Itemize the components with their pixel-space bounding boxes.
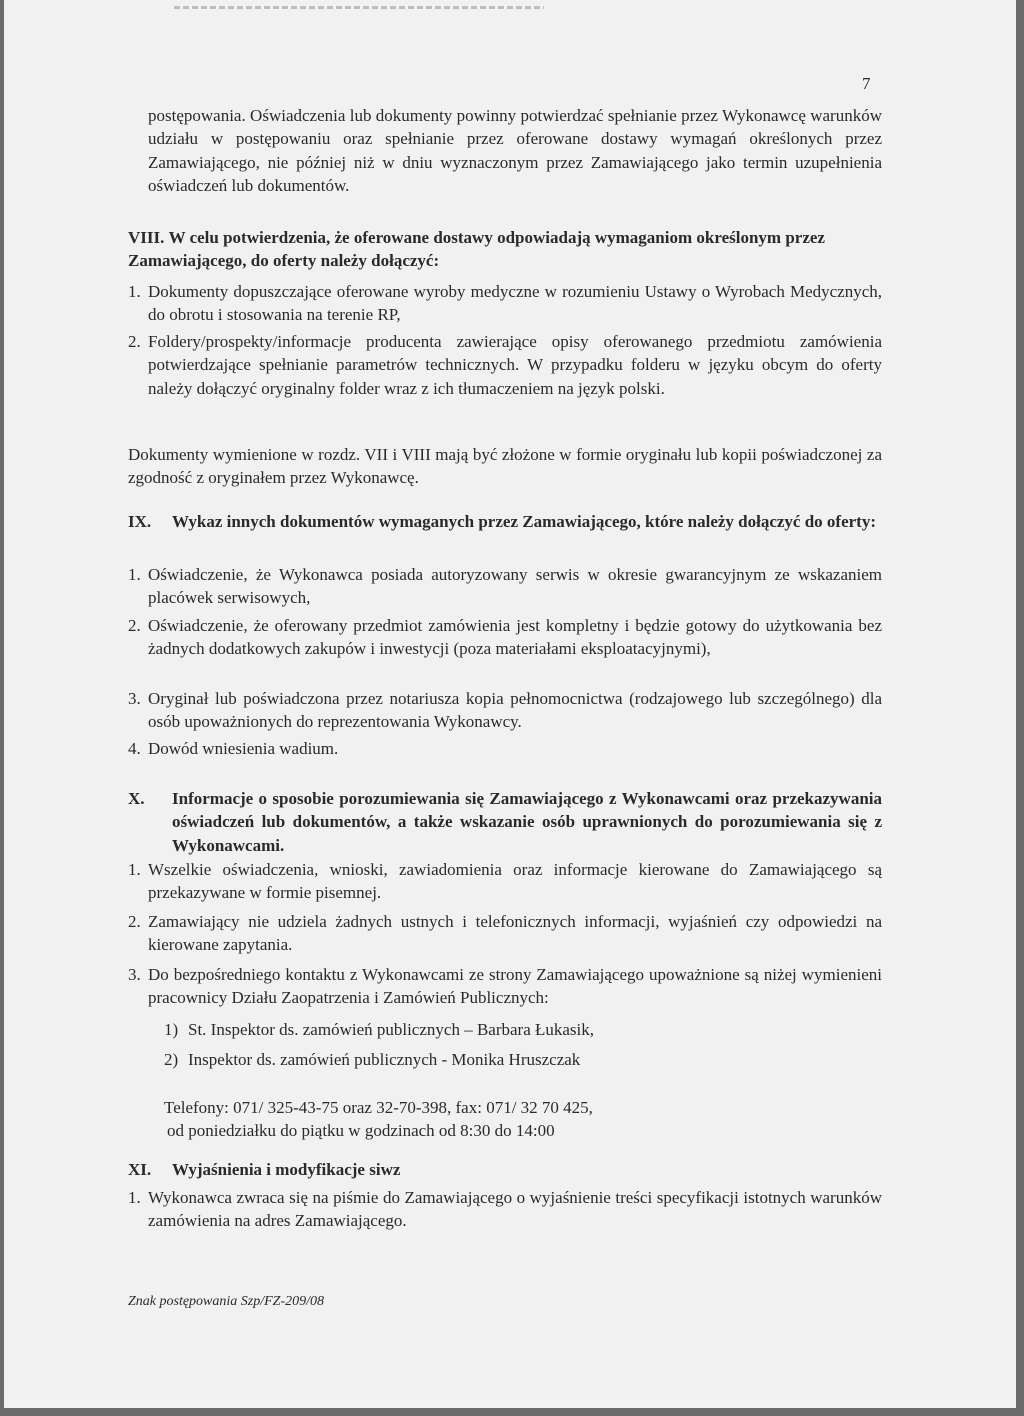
list-item	[128, 614, 882, 661]
list-item	[128, 1186, 882, 1233]
section-ix-heading	[128, 510, 882, 533]
section-title: W celu potwierdzenia, że oferowane dostawy odpowiadają wymaganiom określonym przez Zamawiającego, do oferty należy dołączyć:	[128, 228, 825, 271]
footer-reference: Znak postępowania Szp/FZ-209/08	[128, 1294, 325, 1309]
list-item	[128, 963, 882, 1010]
item-number: 2.	[128, 332, 141, 351]
item-number: 1.	[128, 860, 141, 879]
item-text: Foldery/prospekty/informacje producenta zawierające opisy oferowanego przedmiotu zamówienia potwierdzające spełnianie parametrów technicznych. W przypadku folderu w języku obcym do oferty należy dołączyć oryginalny folder wraz z ich tłumaczeniem na język polski.	[148, 332, 882, 398]
item-text: Wszelkie oświadczenia, wnioski, zawiadomienia oraz informacje kierowane do Zamawiającego są przekazywane w formie pisemnej.	[148, 860, 882, 903]
section-title: Informacje o sposobie porozumiewania się Zamawiającego z Wykonawcami oraz przekazywania oświadczeń lub dokumentów, a także wskazanie osób uprawnionych do porozumiewania się z Wykonawcami.	[172, 789, 882, 855]
list-item	[128, 563, 882, 610]
contact-phones: Telefony: 071/ 325-43-75 oraz 32-70-398, fax: 071/ 32 70 425,	[164, 1098, 593, 1117]
item-number: 1.	[128, 282, 141, 301]
contact-person	[164, 1048, 882, 1071]
scan-artifact	[174, 6, 544, 9]
item-number: 2)	[164, 1050, 179, 1069]
section-number: IX.	[128, 512, 152, 531]
list-item	[128, 280, 882, 327]
section-note: Dokumenty wymienione w rozdz. VII i VIII mają być złożone w formie oryginału lub kopii poświadczonej za zgodność z oryginałem przez Wykonawcę.	[128, 445, 882, 488]
list-item	[128, 910, 882, 957]
item-number: 1.	[128, 565, 141, 584]
page-number: 7	[862, 74, 871, 93]
intro-paragraph: postępowania. Oświadczenia lub dokumenty powinny potwierdzać spełnianie przez Wykonawcę warunków udziału w postępowaniu oraz spełnianie przez oferowane dostawy wymagań określonych przez Zamawiającego, nie później niż w dniu wyznaczonym przez Zamawiającego jako termin uzupełnienia oświadczeń lub dokumentów.	[148, 106, 882, 195]
item-text: Do bezpośredniego kontaktu z Wykonawcami ze strony Zamawiającego upoważnione są niżej wymienieni pracownicy Działu Zaopatrzenia i Zamówień Publicznych:	[148, 965, 882, 1008]
section-number: XI.	[128, 1160, 152, 1179]
item-number: 3.	[128, 965, 141, 984]
section-number: VIII.	[128, 228, 165, 247]
section-title: Wykaz innych dokumentów wymaganych przez Zamawiającego, które należy dołączyć do oferty:	[172, 512, 877, 531]
item-text: Oświadczenie, że oferowany przedmiot zamówienia jest kompletny i będzie gotowy do użytkowania bez żadnych dodatkowych zakupów i inwestycji (poza materiałami eksploatacyjnymi),	[148, 616, 882, 659]
item-text: Inspektor ds. zamówień publicznych - Monika Hruszczak	[188, 1050, 581, 1069]
section-x-heading	[128, 787, 882, 857]
section-number: X.	[128, 789, 145, 808]
contact-hours: od poniedziałku do piątku w godzinach od 8:30 do 14:00	[167, 1121, 555, 1140]
item-number: 1.	[128, 1188, 141, 1207]
section-title: Wyjaśnienia i modyfikacje siwz	[172, 1160, 401, 1179]
item-text: Zamawiający nie udziela żadnych ustnych i telefonicznych informacji, wyjaśnień czy odpowiedzi na kierowane zapytania.	[148, 912, 882, 955]
item-number: 4.	[128, 739, 141, 758]
list-item	[128, 330, 882, 400]
document-page	[4, 0, 1016, 1408]
item-text: Dokumenty dopuszczające oferowane wyroby medyczne w rozumieniu Ustawy o Wyrobach Medycznych, do obrotu i stosowania na terenie RP,	[148, 282, 882, 325]
item-text: St. Inspektor ds. zamówień publicznych – Barbara Łukasik,	[188, 1020, 595, 1039]
list-item	[128, 737, 882, 760]
item-number: 1)	[164, 1020, 179, 1039]
contact-person	[164, 1018, 882, 1041]
item-text: Dowód wniesienia wadium.	[148, 739, 339, 758]
item-number: 2.	[128, 912, 141, 931]
list-item	[128, 687, 882, 734]
item-text: Oryginał lub poświadczona przez notariusza kopia pełnomocnictwa (rodzajowego lub szczególnego) dla osób upoważnionych do reprezentowania Wykonawcy.	[148, 689, 882, 732]
item-text: Oświadczenie, że Wykonawca posiada autoryzowany serwis w okresie gwarancyjnym ze wskazaniem placówek serwisowych,	[148, 565, 882, 608]
section-viii-heading	[128, 226, 882, 273]
item-number: 2.	[128, 616, 141, 635]
item-number: 3.	[128, 689, 141, 708]
item-text: Wykonawca zwraca się na piśmie do Zamawiającego o wyjaśnienie treści specyfikacji istotnych warunków zamówienia na adres Zamawiającego.	[148, 1188, 882, 1231]
section-xi-heading	[128, 1158, 882, 1181]
list-item	[128, 858, 882, 905]
